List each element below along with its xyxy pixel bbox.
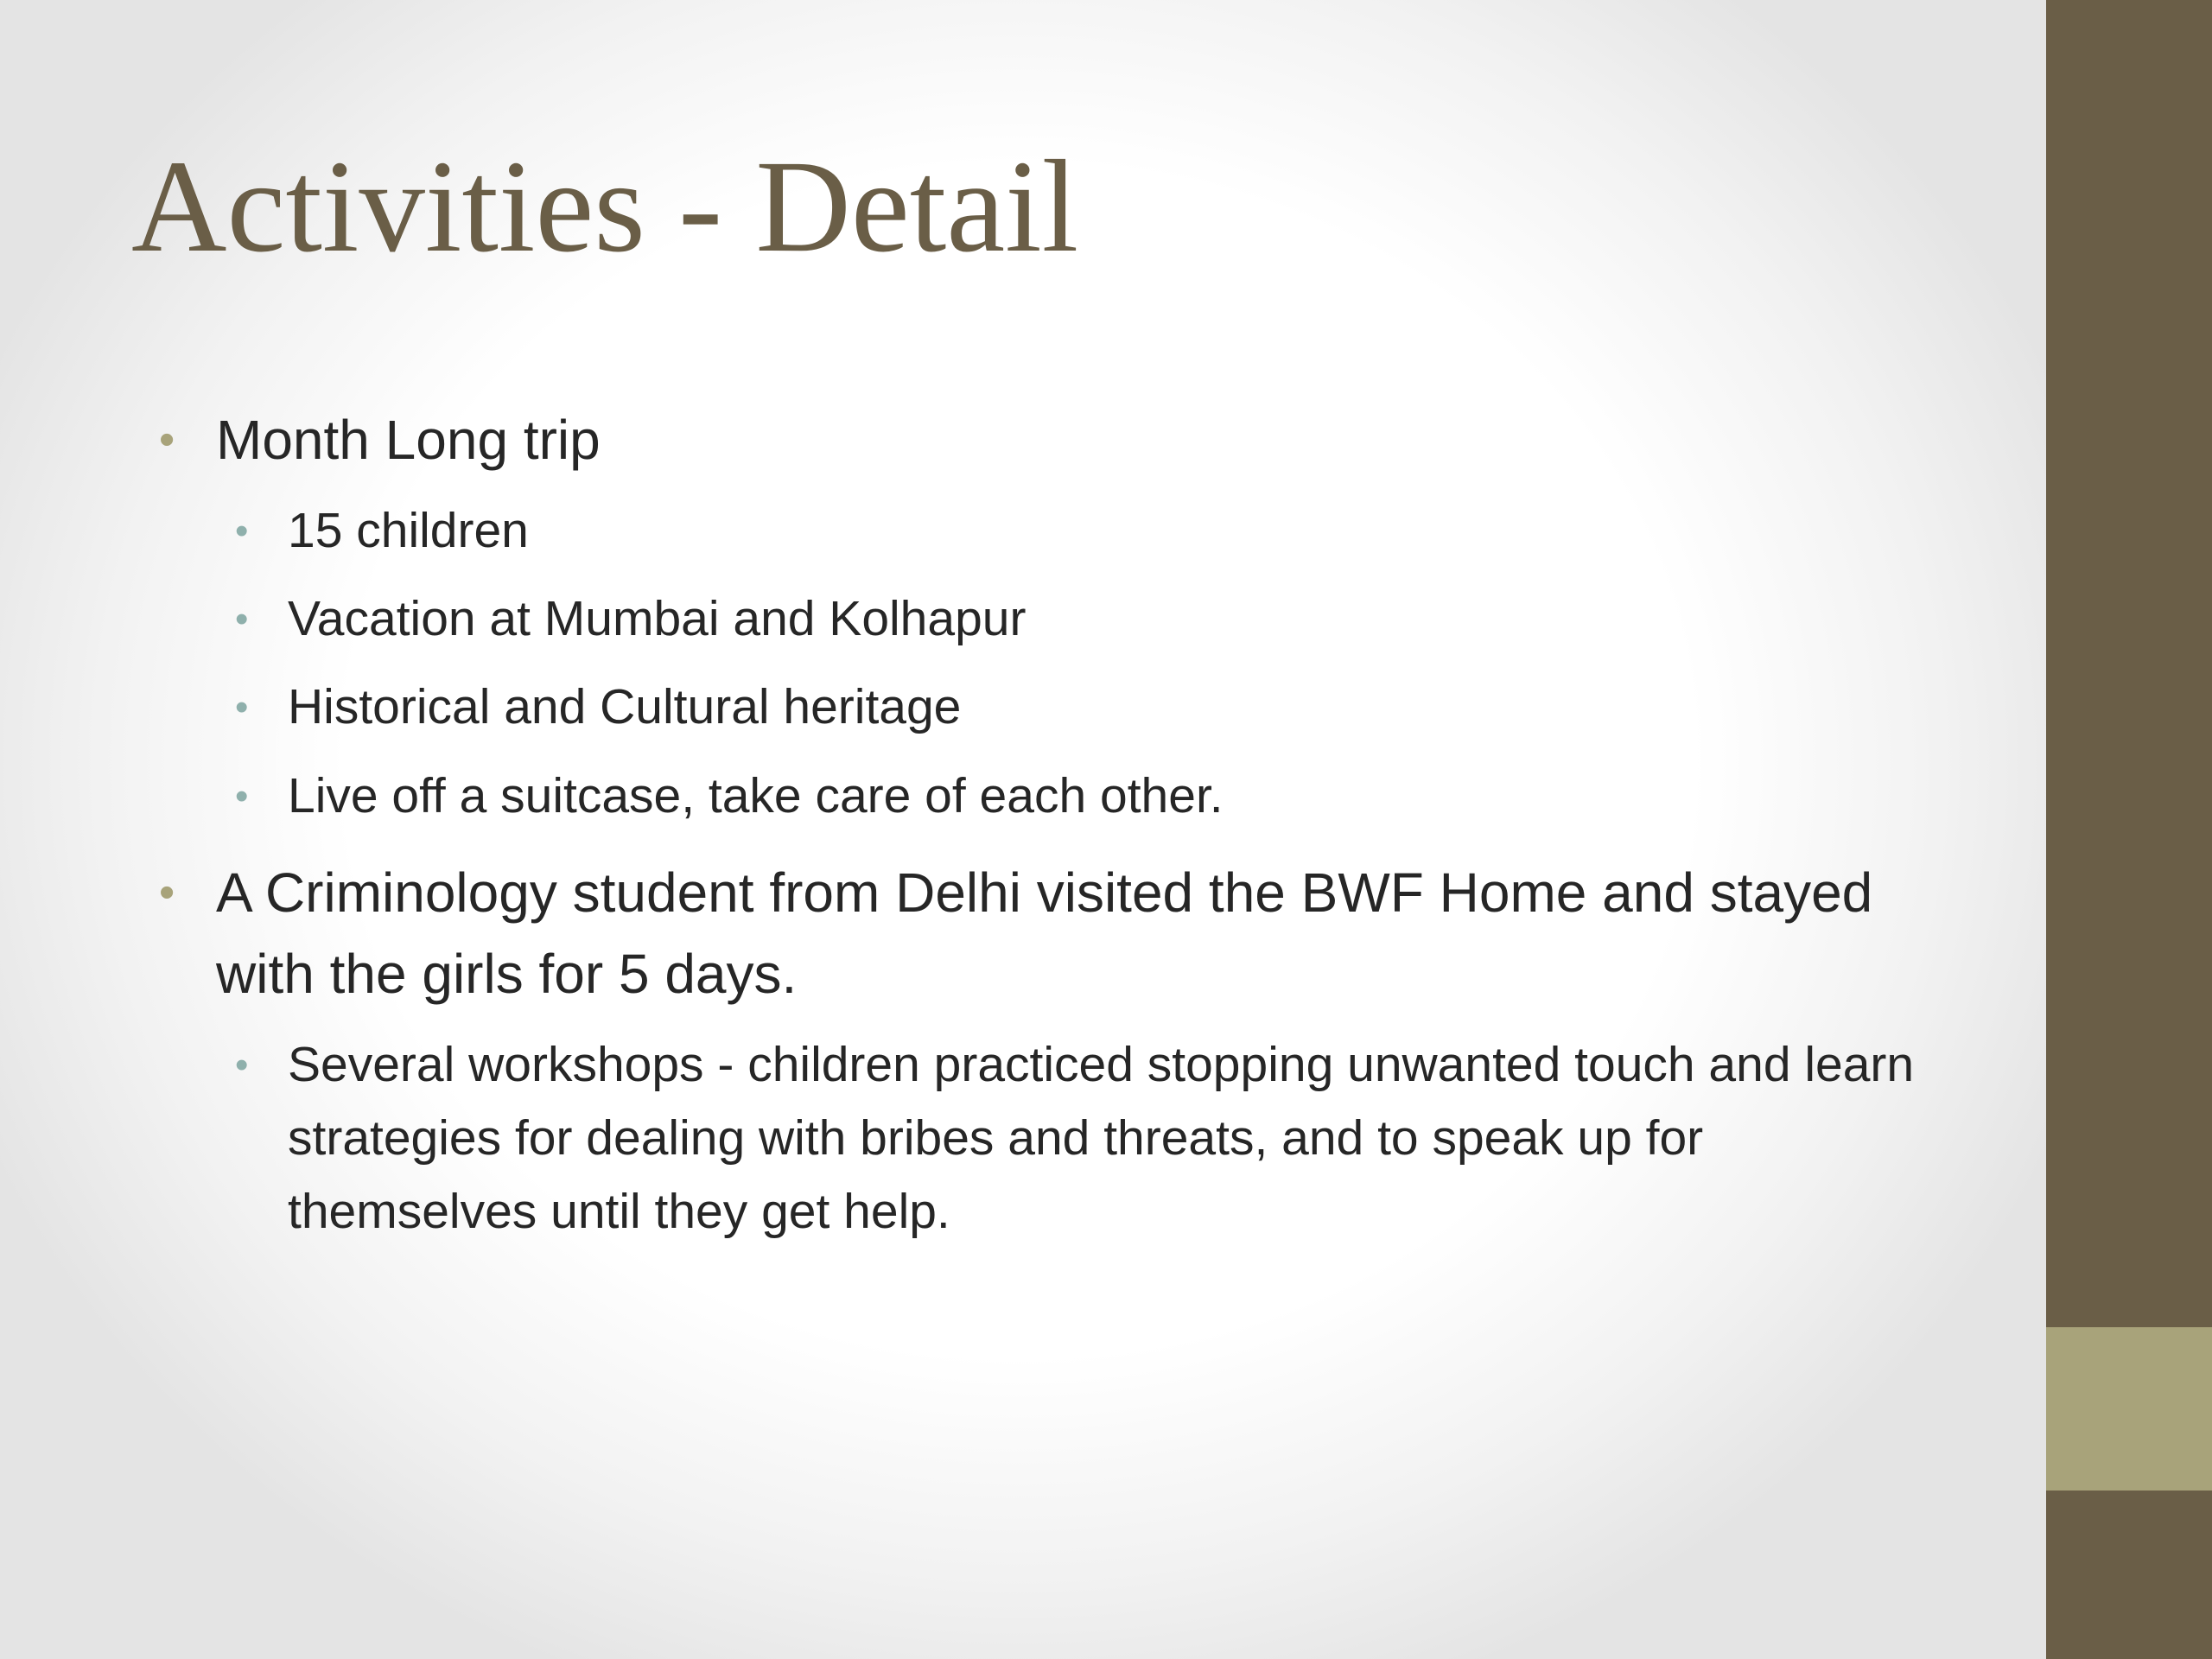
bullet-text: A Criminology student from Delhi visited the BWF Home and stayed with the girls for 5 days.: [216, 861, 1873, 1005]
bullet-item-vacation: [235, 582, 1929, 656]
bullet-text: Vacation at Mumbai and Kolhapur: [288, 591, 1027, 646]
bullet-item-workshops: [235, 1028, 1929, 1249]
side-accent-block: [2046, 1327, 2212, 1491]
bullet-text: 15 children: [288, 503, 529, 558]
slide-title: Activities - Detail: [131, 134, 1079, 280]
bullet-dot-icon: •: [235, 598, 249, 640]
bullet-dot-icon: •: [235, 686, 249, 728]
bullet-item-suitcase: [235, 760, 1929, 833]
bullet-text: Historical and Cultural heritage: [288, 679, 962, 734]
bullet-dot-icon: •: [159, 868, 175, 918]
bullet-item-children: [235, 494, 1929, 568]
bullet-text: Several workshops - children practiced stopping unwanted touch and learn strategies for dealing with bribes and threats, and to speak up for themselves until they get help.: [288, 1037, 1915, 1239]
bullet-dot-icon: •: [235, 510, 249, 552]
bullet-item-heritage: [235, 671, 1929, 744]
bullet-dot-icon: •: [235, 775, 249, 817]
bullet-text: Live off a suitcase, take care of each other.: [288, 768, 1224, 823]
bullet-item-month-long-trip: [159, 399, 1944, 480]
bullet-dot-icon: •: [235, 1044, 249, 1086]
bullet-text: Month Long trip: [216, 409, 601, 471]
bullet-dot-icon: •: [159, 415, 175, 465]
bullet-item-criminology-student: [159, 852, 1944, 1014]
